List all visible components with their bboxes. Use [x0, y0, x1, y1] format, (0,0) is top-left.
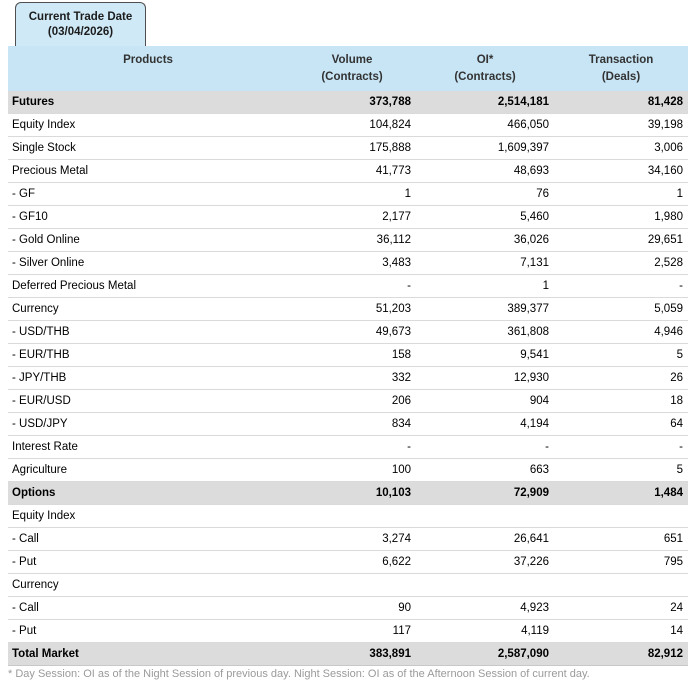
volume-value: 834	[391, 418, 411, 430]
product-label: Total Market	[12, 648, 79, 660]
transaction-value: 5,059	[654, 303, 683, 315]
oi-value: 4,923	[520, 602, 549, 614]
oi-value: 7,131	[520, 257, 549, 269]
table-row	[8, 528, 688, 551]
table-row	[8, 252, 688, 275]
oi-value: 37,226	[513, 556, 549, 568]
transaction-value: 1	[676, 188, 683, 200]
transaction-value: -	[679, 280, 683, 292]
product-label: - Silver Online	[12, 257, 85, 269]
product-label: Options	[12, 487, 56, 499]
transaction-value: 24	[670, 602, 683, 614]
table-row	[8, 505, 688, 528]
table-row	[8, 229, 688, 252]
transaction-value: 39,198	[647, 119, 683, 131]
transaction-value: -	[679, 441, 683, 453]
transaction-value: 1,980	[654, 211, 683, 223]
transaction-value: 2,528	[654, 257, 683, 269]
oi-value: 36,026	[513, 234, 549, 246]
tab-title: Current Trade Date	[28, 10, 133, 23]
column-header-volume	[288, 46, 416, 91]
transaction-value: 3,006	[654, 142, 683, 154]
oi-value: 4,194	[520, 418, 549, 430]
column-header-transaction-label: Transaction	[588, 54, 654, 66]
oi-value: 48,693	[513, 165, 549, 177]
transaction-value: 82,912	[647, 648, 683, 660]
column-header-volume-unit: (Contracts)	[321, 71, 383, 83]
product-label: - Call	[12, 602, 39, 614]
volume-value: 383,891	[369, 648, 411, 660]
volume-value: 10,103	[375, 487, 411, 499]
table-row	[8, 574, 688, 597]
oi-value: 26,641	[513, 533, 549, 545]
oi-value: 663	[529, 464, 549, 476]
oi-value: 12,930	[513, 372, 549, 384]
product-label: - Call	[12, 533, 39, 545]
table-row	[8, 91, 688, 114]
oi-footnote: * Day Session: OI as of the Night Session of previous day. Night Session: OI as of the Afternoon Session of current day.	[8, 668, 590, 680]
transaction-value: 14	[670, 625, 683, 637]
product-label: - USD/JPY	[12, 418, 68, 430]
volume-value: 332	[391, 372, 411, 384]
column-header-transaction-unit: (Deals)	[601, 71, 641, 83]
product-label: Equity Index	[12, 119, 76, 131]
oi-value: 9,541	[520, 349, 549, 361]
oi-value: -	[545, 441, 549, 453]
product-label: - EUR/USD	[12, 395, 71, 407]
transaction-value: 81,428	[647, 96, 683, 108]
oi-value: 361,808	[507, 326, 549, 338]
table-row	[8, 298, 688, 321]
volume-value: 2,177	[382, 211, 411, 223]
product-label: Interest Rate	[12, 441, 78, 453]
transaction-value: 4,946	[654, 326, 683, 338]
table-row	[8, 643, 688, 666]
volume-value: 206	[391, 395, 411, 407]
volume-value: 51,203	[375, 303, 411, 315]
product-label: Deferred Precious Metal	[12, 280, 136, 292]
column-header-oi-label: OI*	[476, 54, 494, 66]
market-summary-table	[8, 46, 688, 666]
transaction-value: 64	[670, 418, 683, 430]
product-label: - GF	[12, 188, 35, 200]
table-row	[8, 620, 688, 643]
table-row	[8, 597, 688, 620]
table-row	[8, 344, 688, 367]
oi-value: 76	[536, 188, 549, 200]
oi-value: 2,514,181	[497, 96, 549, 108]
product-label: - Put	[12, 556, 37, 568]
transaction-value: 795	[663, 556, 683, 568]
volume-value: 49,673	[375, 326, 411, 338]
transaction-value: 5	[676, 349, 683, 361]
table-header-row	[8, 46, 688, 91]
volume-value: -	[407, 280, 411, 292]
product-label: - Gold Online	[12, 234, 80, 246]
table-row	[8, 160, 688, 183]
volume-value: 373,788	[369, 96, 411, 108]
transaction-value: 651	[663, 533, 683, 545]
table-row	[8, 482, 688, 505]
product-label: - Put	[12, 625, 37, 637]
table-row	[8, 114, 688, 137]
column-header-oi	[416, 46, 554, 91]
volume-value: 100	[391, 464, 411, 476]
table-row	[8, 183, 688, 206]
table-row	[8, 367, 688, 390]
column-header-volume-label: Volume	[331, 54, 373, 66]
column-header-products-label: Products	[123, 54, 173, 66]
product-label: - EUR/THB	[12, 349, 70, 361]
volume-value: 158	[391, 349, 411, 361]
tab-date: (03/04/2026)	[47, 25, 114, 38]
oi-value: 389,377	[507, 303, 549, 315]
table-row	[8, 551, 688, 574]
table-row	[8, 390, 688, 413]
column-header-products	[8, 46, 288, 91]
volume-value: 175,888	[369, 142, 411, 154]
product-label: - JPY/THB	[12, 372, 67, 384]
oi-value: 5,460	[520, 211, 549, 223]
product-label: Agriculture	[12, 464, 67, 476]
table-row	[8, 436, 688, 459]
product-label: Equity Index	[12, 510, 76, 522]
volume-value: 90	[398, 602, 411, 614]
table-row	[8, 275, 688, 298]
transaction-value: 1,484	[654, 487, 683, 499]
oi-value: 4,119	[521, 625, 549, 637]
oi-value: 466,050	[507, 119, 549, 131]
table-row	[8, 413, 688, 436]
oi-value: 72,909	[513, 487, 549, 499]
transaction-value: 18	[670, 395, 683, 407]
table-row	[8, 137, 688, 160]
volume-value: -	[407, 441, 411, 453]
table-row	[8, 459, 688, 482]
product-label: - GF10	[12, 211, 48, 223]
transaction-value: 29,651	[647, 234, 683, 246]
oi-value: 904	[529, 395, 549, 407]
volume-value: 3,483	[382, 257, 411, 269]
volume-value: 117	[392, 625, 411, 637]
transaction-value: 26	[670, 372, 683, 384]
product-label: Currency	[12, 579, 59, 591]
column-header-oi-unit: (Contracts)	[454, 71, 516, 83]
volume-value: 3,274	[382, 533, 411, 545]
transaction-value: 5	[676, 464, 683, 476]
volume-value: 1	[404, 188, 411, 200]
transaction-value: 34,160	[647, 165, 683, 177]
oi-value: 2,587,090	[497, 648, 549, 660]
oi-value: 1	[542, 280, 549, 292]
column-header-transaction	[554, 46, 688, 91]
product-label: Currency	[12, 303, 59, 315]
tab-current-trade-date[interactable]	[15, 2, 146, 46]
product-label: Single Stock	[12, 142, 76, 154]
volume-value: 36,112	[376, 234, 411, 246]
product-label: Precious Metal	[12, 165, 89, 177]
volume-value: 104,824	[369, 119, 411, 131]
product-label: Futures	[12, 96, 55, 108]
volume-value: 41,773	[375, 165, 411, 177]
product-label: - USD/THB	[12, 326, 70, 338]
oi-value: 1,609,397	[497, 142, 549, 154]
volume-value: 6,622	[382, 556, 411, 568]
table-body	[8, 91, 688, 666]
table-row	[8, 206, 688, 229]
table-row	[8, 321, 688, 344]
